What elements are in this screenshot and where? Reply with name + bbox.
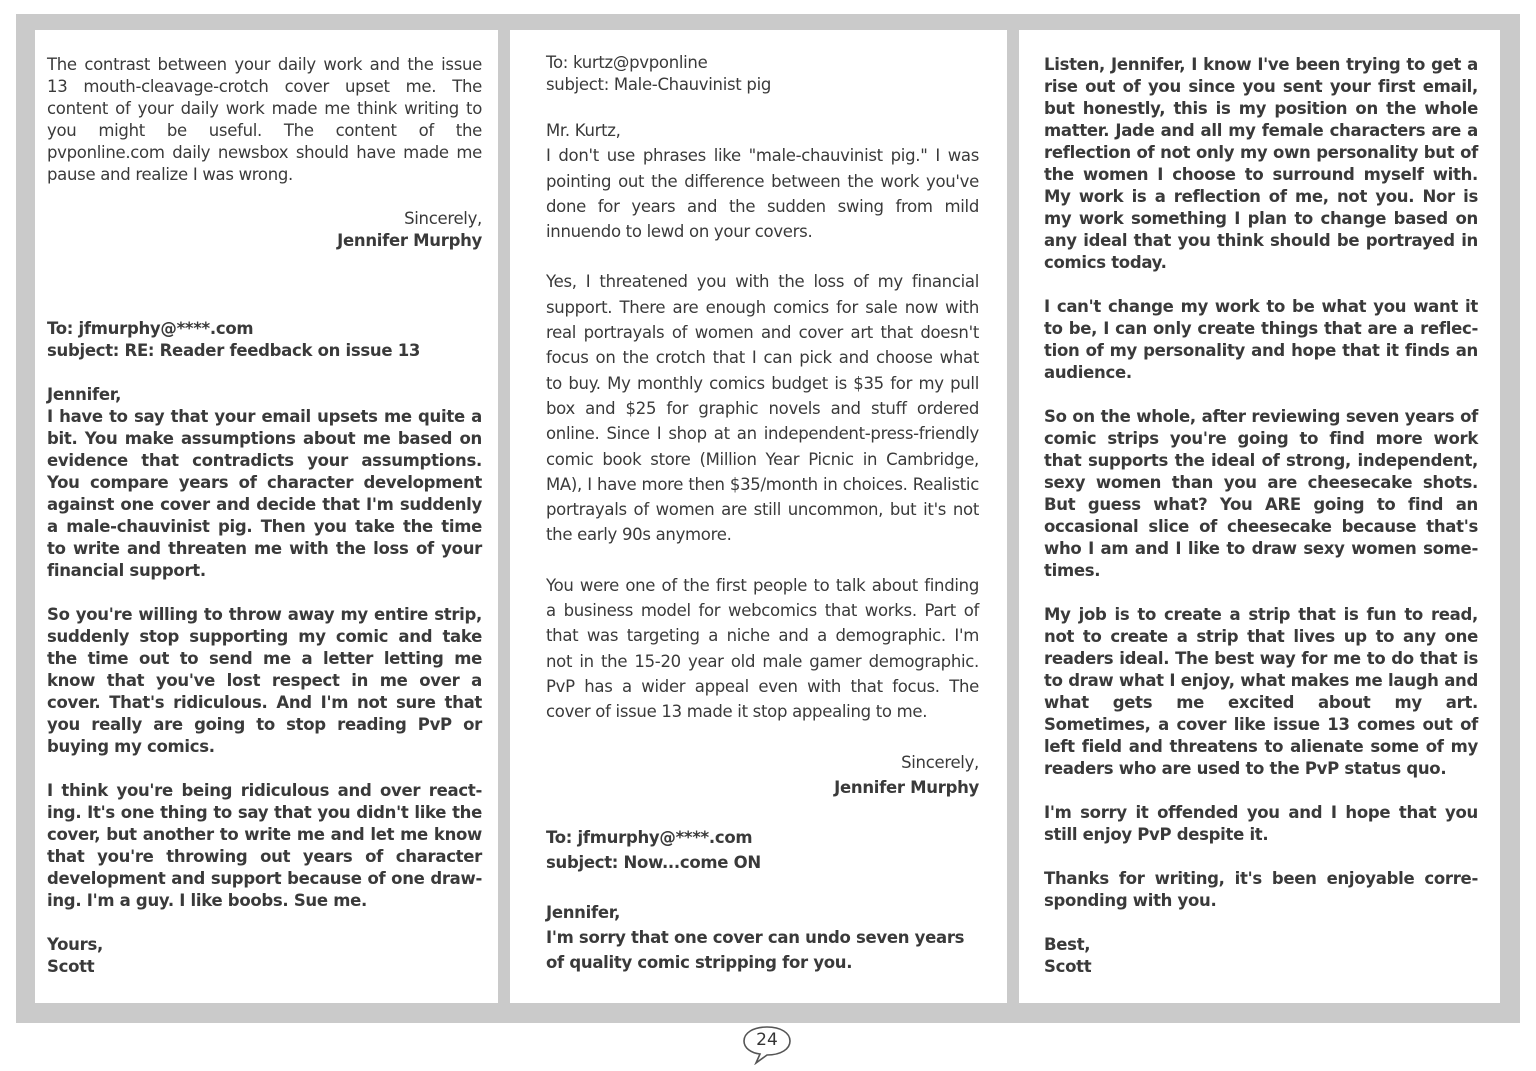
email-to: To: kurtz@pvponline (546, 53, 708, 72)
signature: Jennifer Murphy (834, 777, 979, 797)
letter-paragraph: I can't change my work to be what you want it to be, I can only create things that are a reflec-tion of my personality and hope that it finds an audience. (1044, 297, 1478, 382)
signoff-name: Scott (47, 957, 95, 976)
email-subject: subject: Now...come ON (546, 852, 761, 872)
letter-paragraph: Yes, I threatened you with the loss of my financial support. There are enough comics for sale now with real portrayals of women and cover art that doesn't focus on the crotch that I can pick and choose what to buy. My monthly comics budget is $35 for my pull box and $25 for graphic novels and stuff ordered online. Since I shop at an independent-press-friendly comic book store (Million Year Picnic in Cambridge, MA), I have more then $35/month in choices. Realistic portrayals of women are still uncommon, but it's not the early 90s anymore. (546, 272, 979, 545)
letter-paragraph: I don't use phrases like "male-chauvinist pig." I was pointing out the difference between the work you've done for years and the sudden swing from mild innuendo to lewd on your covers. (546, 146, 979, 242)
letter-paragraph: So you're willing to throw away my entire strip, suddenly stop supporting my comic and take the time out to send me a letter letting me know that you've lost respect in me over a cover. That's ridiculous. And I'm not sure that you really are going to stop reading PvP or buying my comics. (47, 605, 482, 756)
signoff: Best, (1044, 935, 1091, 954)
letter-paragraph: I think you're being ridiculous and over react-ing. It's one thing to say that you didn't like the cover, but another to write me and let me know that you're throwing out years of character development and support because of one draw-ing. I'm a guy. I like boobs. Sue me. (47, 781, 482, 910)
letter-paragraph: You were one of the first people to talk about finding a business model for webcomics that works. Part of that was targeting a niche and a demographic. I'm not in the 15-20 year old male gamer demographic. PvP has a wider appeal even with that focus. The cover of issue 13 made it stop appealing to me. (546, 575, 979, 722)
letter-panel-left (35, 30, 498, 1003)
letter-paragraph: I have to say that your email upsets me quite a bit. You make assumptions about me based on evidence that contradicts your assumptions. You compare years of character development against one cover and decide that I'm suddenly a male-chauvinist pig. Then you take the time to write and threaten me with the loss of your financial support. (47, 407, 482, 580)
page-number: 24 (756, 1030, 778, 1050)
letter-paragraph: My job is to create a strip that is fun to read, not to create a strip that lives up to any one readers ideal. The best way for me to do that is to draw what I enjoy, what makes me laugh and what gets me excited about my art. Sometimes, a cover like issue 13 comes out of left field and threatens to alienate some of my readers who are used to the PvP status quo. (1044, 605, 1478, 778)
letter-paragraph: The contrast between your daily work and the issue 13 mouth-cleavage-crotch cover upset me. The content of your daily work made me think writing to you might be useful. The content of the pvponline.com daily newsbox should have made me pause and realize I was wrong. (47, 55, 482, 184)
greeting: Jennifer, (47, 385, 122, 404)
signoff: Yours, (47, 935, 103, 954)
letter-paragraph: I'm sorry that one cover can undo seven years of quality comic stripping for you. (546, 927, 965, 972)
email-subject: subject: RE: Reader feedback on issue 13 (47, 341, 421, 360)
signoff-name: Scott (1044, 957, 1092, 976)
email-to: To: jfmurphy@****.com (47, 319, 254, 338)
signature: Jennifer Murphy (337, 231, 482, 250)
closing: Sincerely, (404, 209, 482, 228)
letter-paragraph: I'm sorry it offended you and I hope that you still enjoy PvP despite it. (1044, 803, 1478, 844)
letter-panel-middle (510, 30, 1007, 1003)
letter-paragraph: Listen, Jennifer, I know I've been trying to get a rise out of you since you sent your first email, but honestly, this is my position on the whole matter. Jade and all my female characters are a reflection of not only my own personality but of the women I choose to surround myself with. My work is a reflection of me, not you. Nor is my work something I plan to change based on any ideal that you think should be portrayed in comics today. (1044, 55, 1478, 272)
closing: Sincerely, (901, 752, 979, 772)
email-to: To: jfmurphy@****.com (546, 827, 753, 847)
page-number-bubble (742, 1025, 792, 1065)
letter-paragraph: Thanks for writing, it's been enjoyable corre-sponding with you. (1044, 869, 1478, 910)
email-subject: subject: Male-Chauvinist pig (546, 75, 772, 94)
letter-panel-right (1019, 30, 1500, 1003)
greeting: Mr. Kurtz, (546, 121, 621, 140)
greeting: Jennifer, (546, 902, 621, 922)
letter-paragraph: So on the whole, after reviewing seven years of comic strips you're going to find more work that supports the ideal of strong, independent, sexy women than you are cheesecake shots. But guess what? You ARE going to find an occasional slice of cheesecake because that's who I am and I like to draw sexy women some-times. (1044, 407, 1478, 580)
